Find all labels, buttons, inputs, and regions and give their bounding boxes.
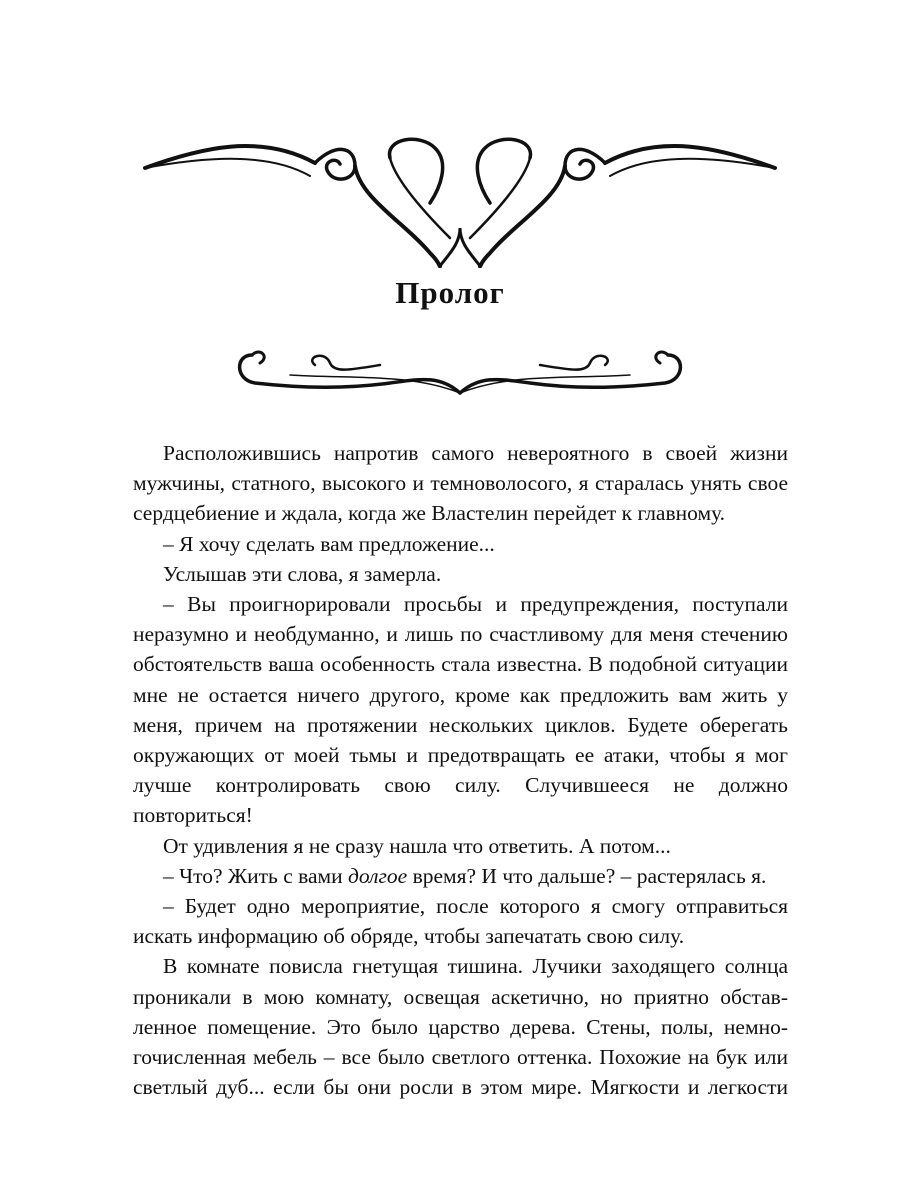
paragraph: – Будет одно мероприятие, после которого я смогу отправиться искать информацию об обряде, чтобы запечатать свою силу. (133, 894, 788, 949)
paragraph: Услышав эти слова, я замерла. (163, 561, 442, 586)
dialogue-text: время? И что дальше? – растерялась я. (407, 863, 767, 888)
dialogue-text: – Что? Жить с вами (163, 863, 349, 888)
scroll-flourish-ornament-icon (230, 335, 690, 405)
emphasis-text: долгое (348, 863, 408, 888)
chapter-body (133, 438, 788, 1102)
paragraph-dialogue (133, 861, 788, 891)
paragraph: Расположившись напротив самого невероятного в своей жизни мужчины, статного, высокого и темноволосого, я старалась унять свое сердцебиение и ждала, когда же Властелин перейдет к главному. (133, 441, 788, 526)
heart-scroll-ornament-icon (140, 128, 780, 268)
paragraph: В комнате повисла гнетущая тишина. Лучики заходящего солнца проникали в мою комнату, освещая аскетично, но приятно обставленное помещение. Это было царство дерева. Стены, полы, немногочисленная мебель – все было светлого оттенка. Похожие на бук или светлый дуб... если бы они росли в этом мире. Мягкости и легкости (133, 954, 788, 1100)
paragraph: От удивления я не сразу нашла что ответить. А потом... (163, 833, 671, 858)
chapter-title: Пролог (395, 275, 505, 310)
paragraph: – Я хочу сделать вам предложение... (163, 531, 495, 556)
paragraph: – Вы проигнорировали просьбы и предупреждения, поступали неразумно и необдуманно, и лишь по счастливому для меня стечению обстоятельств ваша особенность стала известна. В подобной ситуации мне не остается ничего другого, кроме как предложить вам жить у меня, причем на протяжении нескольких циклов. Будете оберегать окружающих от моей тьмы и предотвращать ее атаки, чтобы я мог лучше контролировать свою силу. Случившееся не должно повториться! (133, 592, 788, 828)
